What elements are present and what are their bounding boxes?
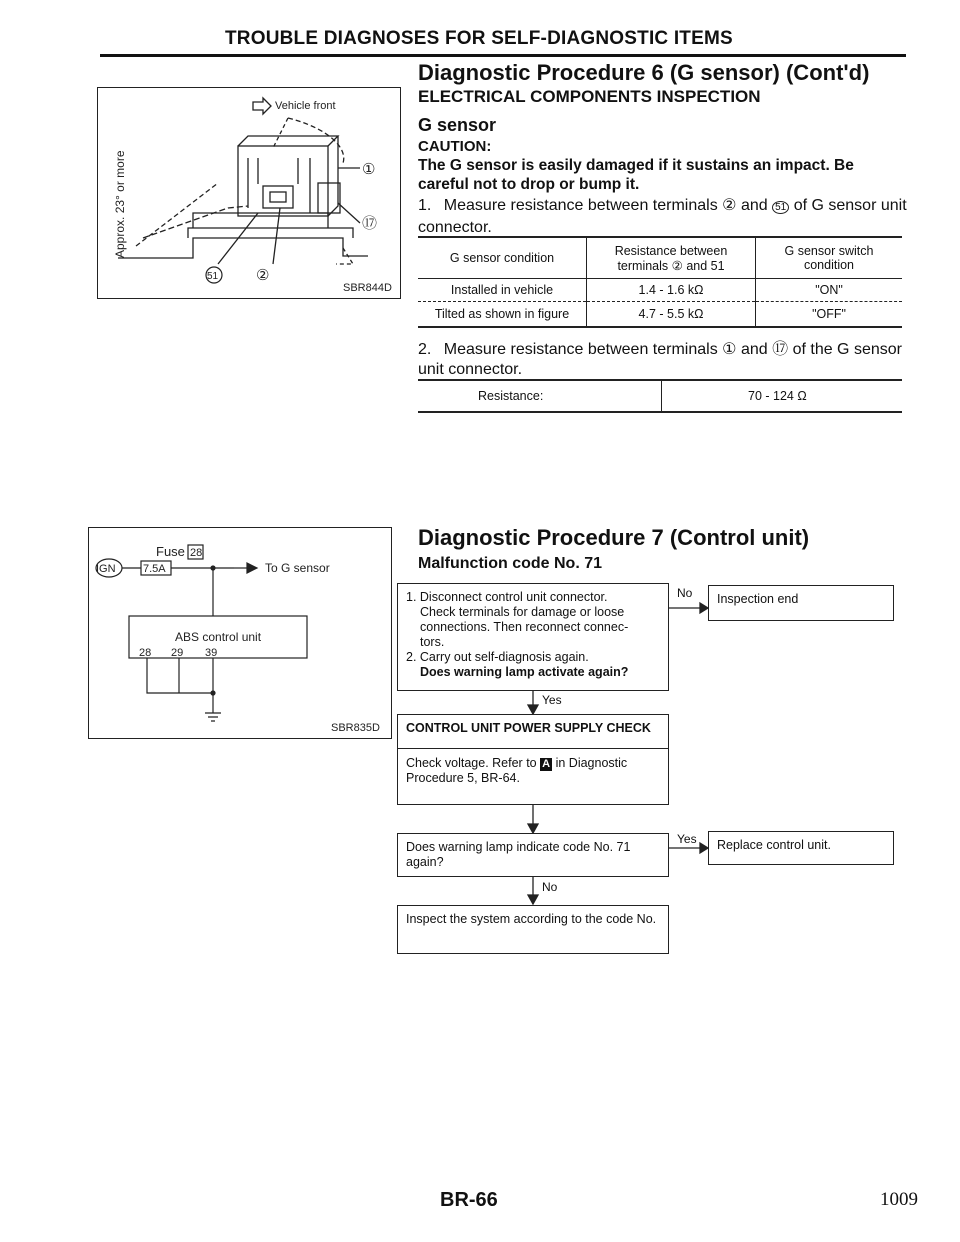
abs-unit-label: ABS control unit: [175, 630, 262, 644]
step-2-and: and: [740, 341, 768, 358]
reference-a-icon: A: [540, 758, 552, 771]
proc7-subtitle: Malfunction code No. 71: [418, 555, 603, 572]
table-header-cell: G sensor switch condition: [784, 244, 874, 272]
table-cell: 4.7 - 5.5 kΩ: [587, 302, 756, 328]
table-header-cell: G sensor condition: [418, 237, 587, 279]
terminal-1-label: ①: [362, 161, 376, 178]
pin-label: 28: [139, 647, 152, 659]
flow-step-1-line: tors.: [420, 635, 445, 649]
flow-step-1-question: Does warning lamp activate again?: [420, 665, 629, 679]
step-1-text-a: Measure resistance between terminals: [443, 197, 718, 214]
pin-label: 29: [171, 647, 184, 659]
inspect-system-box: [397, 905, 669, 954]
step-1-terminal-a: ②: [722, 197, 737, 214]
resistance-label: Resistance:: [478, 389, 544, 403]
step-1-text-b: of G sensor unit connector.: [418, 197, 907, 236]
page-code: BR-66: [440, 1189, 498, 1211]
fuse-number: 28: [190, 547, 203, 559]
replace-unit-text: Replace control unit.: [717, 838, 831, 852]
fuse-label: Fuse: [156, 544, 185, 559]
step-2-text-a: Measure resistance between terminals: [443, 341, 718, 358]
power-supply-check-body: [398, 749, 668, 793]
step-1-number: 1.: [418, 197, 432, 214]
flow-yes-label-2: Yes: [677, 832, 697, 846]
flow-step-1-line: Check terminals for damage or loose: [420, 605, 625, 619]
table-cell: "OFF": [812, 307, 846, 321]
inspection-end-box: [708, 585, 894, 621]
flow-step-1-line: connections. Then reconnect connec-: [420, 620, 629, 634]
page-number: 1009: [880, 1189, 918, 1210]
vehicle-front-label: Vehicle front: [275, 100, 336, 112]
inspection-end-text: Inspection end: [717, 592, 799, 606]
table-cell: Tilted as shown in figure: [418, 302, 587, 328]
to-g-sensor-label: To G sensor: [265, 561, 330, 575]
power-supply-check-box: [397, 714, 669, 805]
proc7-title: Diagnostic Procedure 7 (Control unit): [418, 525, 810, 550]
step-2-text-b: of the G sensor unit connector.: [418, 341, 902, 378]
fuse-amp: 7.5A: [143, 563, 166, 575]
step-2-terminal-a: ①: [722, 341, 737, 358]
table-cell: Installed in vehicle: [418, 279, 587, 302]
resistance-value: 70 - 124 Ω: [748, 389, 807, 403]
power-supply-check-text-b: in Diagnostic Procedure 5, BR-64.: [406, 756, 628, 785]
page-header: TROUBLE DIAGNOSES FOR SELF-DIAGNOSTIC ITEMS: [225, 28, 733, 49]
table-cell: 1.4 - 1.6 kΩ: [587, 279, 756, 302]
power-supply-check-title: CONTROL UNIT POWER SUPPLY CHECK: [398, 715, 668, 749]
flow-step-1-line: 1. Disconnect control unit connector.: [406, 590, 608, 604]
proc6-title: Diagnostic Procedure 6 (G sensor) (Cont'd): [418, 60, 870, 85]
terminal-17-label: ⑰: [362, 215, 378, 232]
step-2-number: 2.: [418, 341, 432, 358]
ign-label: IGN: [96, 563, 116, 575]
power-supply-check-text-a: Check voltage. Refer to: [406, 756, 537, 770]
inspect-system-text: Inspect the system according to the code No.: [406, 912, 657, 926]
replace-unit-box: [708, 831, 894, 865]
step-2-terminal-b: ⑰: [772, 341, 789, 358]
code-71-check-text: Does warning lamp indicate code No. 71 again?: [406, 840, 631, 869]
code-71-check-box: [397, 833, 669, 877]
figure-code: SBR835D: [331, 722, 380, 734]
table-header-cell: Resistance between terminals ② and 51: [587, 237, 756, 279]
step-1-and: and: [740, 197, 768, 214]
flow-yes-label: Yes: [542, 693, 562, 707]
flow-no-label: No: [677, 586, 693, 600]
terminal-51-label: 51: [207, 271, 219, 282]
flow-no-label-2: No: [542, 880, 558, 894]
caution-text: The G sensor is easily damaged if it sustains an impact. Be careful not to drop or bump it.: [418, 157, 854, 193]
terminal-2-label: ②: [256, 267, 270, 284]
figure-code: SBR844D: [343, 282, 392, 294]
table-cell: "ON": [815, 283, 843, 297]
flow-step-1-line: 2. Carry out self-diagnosis again.: [406, 650, 589, 664]
pin-label: 39: [205, 647, 218, 659]
step-1-terminal-b: 51: [772, 201, 789, 214]
proc6-subsection: G sensor: [418, 115, 497, 135]
proc6-section: ELECTRICAL COMPONENTS INSPECTION: [418, 87, 761, 106]
angle-label: Approx. 23° or more: [113, 150, 127, 258]
caution-label: CAUTION:: [418, 138, 492, 155]
